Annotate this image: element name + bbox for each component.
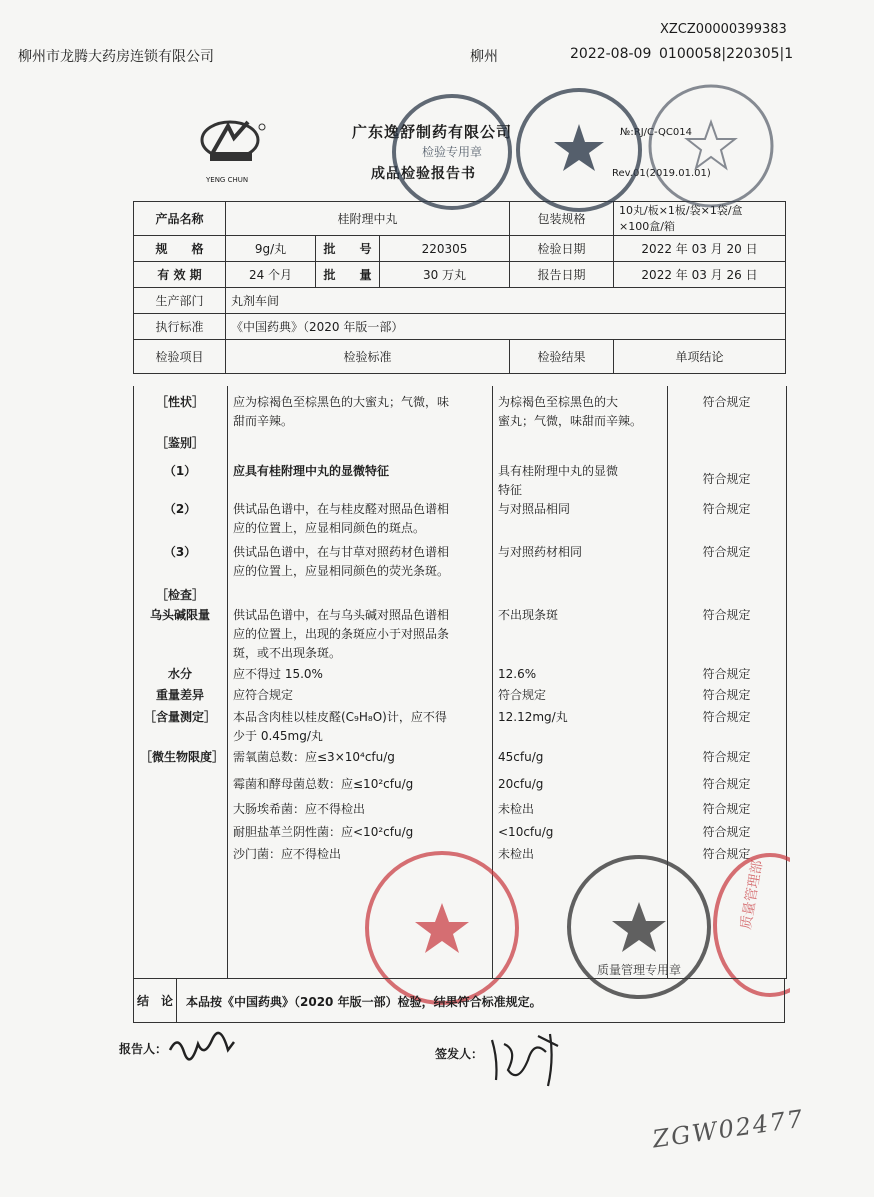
package-value-line-1: 10丸/板×1板/袋×1袋/盒 — [619, 203, 743, 217]
conclusion-label: 结 论 — [134, 979, 177, 1022]
row-standard-line: 甜而辛辣。 — [233, 414, 294, 428]
row-standard-line: 供试品色谱中，在与甘草对照药材色谱相 — [233, 545, 450, 559]
row-item: （1） — [163, 464, 197, 478]
batch-value: 220305 — [380, 236, 510, 262]
standard-label: 执行标准 — [134, 314, 226, 340]
report-date-value: 2022 年 03 月 26 日 — [614, 262, 786, 288]
stamp-quality-dept — [514, 86, 644, 218]
row-standard-line: 应的位置上，应显相同颜色的荧光条斑。 — [233, 564, 450, 578]
row-standard-line: 供试品色谱中，在与桂皮醛对照品色谱相 — [233, 502, 450, 516]
row-result-line: 12.6% — [498, 667, 537, 681]
row-conclusion: 符合规定 — [702, 847, 751, 861]
row-conclusion: 符合规定 — [702, 710, 751, 724]
row-standard-line: 沙门菌：应不得检出 — [233, 847, 342, 861]
row-standard-line: 应的位置上，出现的条斑应小于对照品条 — [233, 627, 450, 641]
package-value-line-2: ×100盒/箱 — [619, 219, 675, 233]
row-result-line: 特征 — [498, 483, 523, 497]
report-date-label: 报告日期 — [510, 262, 614, 288]
product-name: 桂附理中丸 — [226, 202, 510, 236]
row-conclusion: 符合规定 — [702, 472, 751, 486]
row-result-line: 具有桂附理中丸的显微 — [498, 464, 619, 478]
company-logo — [198, 118, 268, 176]
row-standard-line: 供试品色谱中，在与乌头碱对照品色谱相 — [233, 608, 450, 622]
print-date: 2022-08-09 — [570, 46, 652, 62]
row-standard-line: 霉菌和酵母菌总数：应≤10²cfu/g — [233, 777, 414, 791]
dept-label: 生产部门 — [134, 288, 226, 314]
test-date-value: 2022 年 03 月 20 日 — [614, 236, 786, 262]
company-name: 柳州市龙腾大药房连锁有限公司 — [18, 49, 214, 65]
city: 柳州 — [470, 49, 498, 65]
row-result-line: 20cfu/g — [498, 777, 544, 791]
row-result-line: 符合规定 — [498, 688, 547, 702]
row-item: ［含量测定］ — [143, 710, 216, 724]
dept-value: 丸剂车间 — [226, 288, 786, 314]
row-result-line: 与对照药材相同 — [498, 545, 583, 559]
row-conclusion: 符合规定 — [702, 545, 751, 559]
revision: Rev.01(2019.01.01) — [612, 168, 711, 179]
row-standard-line: 需氧菌总数：应≤3×10⁴cfu/g — [233, 750, 395, 764]
batch-label: 批 号 — [316, 236, 380, 262]
row-item: ［检查］ — [155, 588, 204, 602]
standard-value: 《中国药典》（2020 年版一部） — [226, 314, 786, 340]
serial-number: 0100058|220305|1 — [659, 46, 794, 62]
conclusion-row — [133, 978, 785, 1023]
info-row-standard — [134, 314, 786, 340]
row-standard-line: 少于 0.45mg/丸 — [233, 729, 323, 743]
row-item: 乌头碱限量 — [149, 608, 210, 622]
info-row-dept — [134, 288, 786, 314]
column-divider-1 — [227, 386, 228, 978]
row-result-line: 不出现条斑 — [498, 608, 559, 622]
row-item: （2） — [163, 502, 197, 516]
row-result-line: 与对照品相同 — [498, 502, 571, 516]
row-standard-line: 应具有桂附理中丸的显微特征 — [233, 464, 390, 478]
row-item: ［鉴别］ — [155, 436, 204, 450]
row-conclusion: 符合规定 — [702, 502, 751, 516]
column-header-conclusion: 单项结论 — [614, 340, 786, 374]
svg-text:质量管理部: 质量管理部 — [738, 858, 767, 931]
row-conclusion: 符合规定 — [702, 688, 751, 702]
document-code: XZCZ00000399383 — [660, 22, 787, 37]
row-result-line: 45cfu/g — [498, 750, 544, 764]
validity-label: 有 效 期 — [134, 262, 226, 288]
column-header-result: 检验结果 — [510, 340, 614, 374]
row-item: ［性状］ — [155, 395, 204, 409]
row-result-line: <10cfu/g — [498, 825, 554, 839]
column-header-item: 检验项目 — [134, 340, 226, 374]
package-label: 包装规格 — [510, 202, 614, 236]
row-conclusion: 符合规定 — [702, 825, 751, 839]
doc-number: №:RJ/C-QC014 — [620, 127, 692, 138]
svg-text:检验专用章: 检验专用章 — [421, 145, 483, 159]
row-standard-line: 大肠埃希菌：应不得检出 — [233, 802, 366, 816]
column-header-standard: 检验标准 — [226, 340, 510, 374]
row-item: ［微生物限度］ — [140, 750, 225, 764]
report-title: 成品检验报告书 — [371, 166, 476, 182]
row-result-line: 为棕褐色至棕黑色的大 — [498, 395, 619, 409]
row-item: （3） — [163, 545, 197, 559]
issuer-label: 签发人： — [435, 1047, 484, 1061]
row-standard-line: 应符合规定 — [233, 688, 294, 702]
row-result-line: 蜜丸；气微，味甜而辛辣。 — [498, 414, 643, 428]
stamp-inspection — [390, 92, 515, 216]
row-standard-line: 本品含肉桂以桂皮醛(C₉H₈O)计，应不得 — [233, 710, 447, 724]
row-conclusion: 符合规定 — [702, 750, 751, 764]
row-conclusion: 符合规定 — [702, 667, 751, 681]
quantity-label: 批 量 — [316, 262, 380, 288]
issuer-signature — [488, 1030, 568, 1094]
reporter-label: 报告人： — [119, 1042, 168, 1056]
row-standard-line: 应为棕褐色至棕黑色的大蜜丸；气微，味 — [233, 395, 450, 409]
row-conclusion: 符合规定 — [702, 395, 751, 409]
conclusion-text: 本品按《中国药典》（2020 年版一部）检验，结果符合标准规定。 — [186, 995, 542, 1009]
row-standard-line: 耐胆盐革兰阴性菌：应<10²cfu/g — [233, 825, 414, 839]
quantity-value: 30 万丸 — [380, 262, 510, 288]
info-row-validity — [134, 262, 786, 288]
row-result-line: 12.12mg/丸 — [498, 710, 568, 724]
handwritten-code: ZGW02477 — [650, 1104, 807, 1154]
stamp-yichun — [646, 82, 776, 214]
row-standard-line: 应的位置上，应显相同颜色的斑点。 — [233, 521, 426, 535]
validity-value: 24 个月 — [226, 262, 316, 288]
manufacturer-name: 广东逸舒制药有限公司 — [352, 123, 513, 141]
info-row-spec — [134, 236, 786, 262]
reporter-signature — [168, 1030, 238, 1068]
row-standard-line: 应不得过 15.0% — [233, 667, 323, 681]
product-name-label: 产品名称 — [134, 202, 226, 236]
row-result-line: 未检出 — [498, 802, 535, 816]
row-conclusion: 符合规定 — [702, 802, 751, 816]
row-conclusion: 符合规定 — [702, 777, 751, 791]
results-header-row — [134, 340, 786, 374]
row-standard-line: 斑，或不出现条斑。 — [233, 646, 342, 660]
row-item: 重量差异 — [155, 688, 204, 702]
svg-text:质量管理专用章: 质量管理专用章 — [596, 963, 682, 977]
spec-value: 9g/丸 — [226, 236, 316, 262]
spec-label: 规 格 — [134, 236, 226, 262]
row-conclusion: 符合规定 — [702, 608, 751, 622]
test-date-label: 检验日期 — [510, 236, 614, 262]
row-item: 水分 — [167, 667, 192, 681]
logo-caption: YENG CHUN — [206, 176, 249, 184]
row-result-line: 未检出 — [498, 847, 535, 861]
info-table — [133, 201, 786, 374]
